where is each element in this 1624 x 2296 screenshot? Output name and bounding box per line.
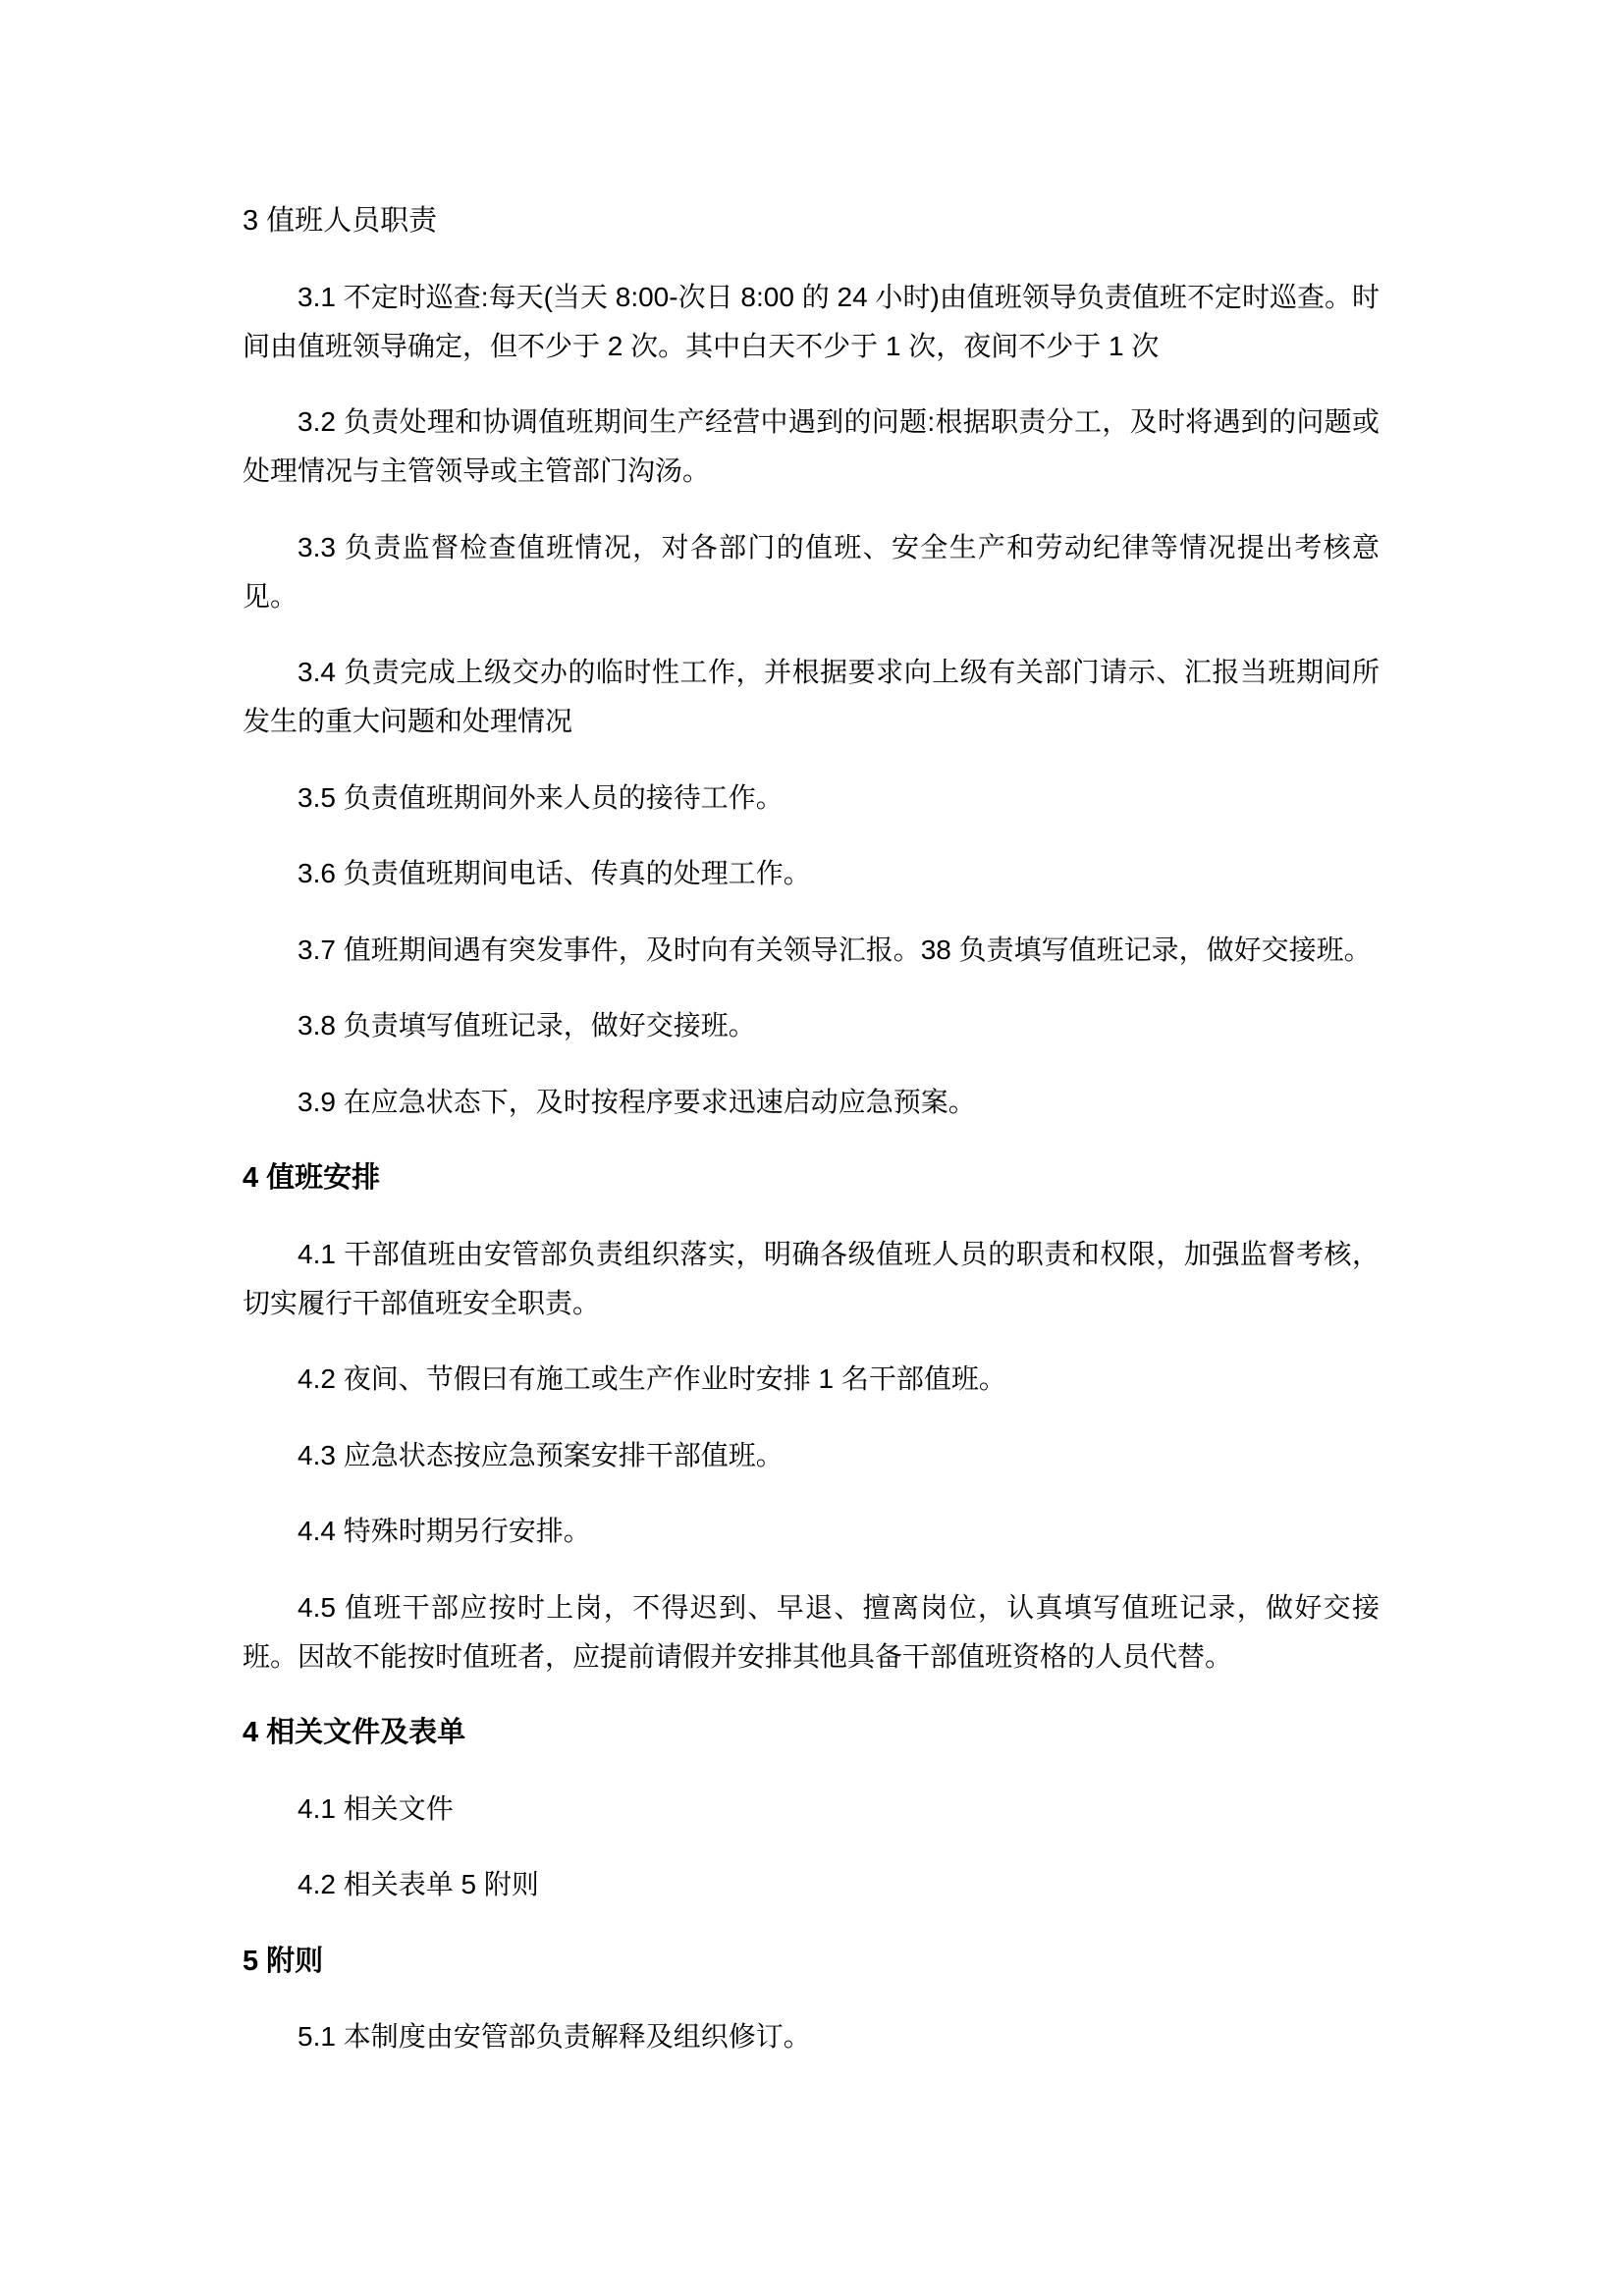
body-paragraph: 3.1 不定时巡查:每天(当天 8:00-次日 8:00 的 24 小时)由值班领导负责值班不定时巡查。时间由值班领导确定，但不少于 2 次。其中白天不少于 1 次，夜间不少于 1 次 bbox=[243, 281, 1380, 361]
body-paragraph: 4.1 相关文件 bbox=[298, 1792, 454, 1824]
document-content bbox=[243, 196, 1380, 2089]
section-heading: 4 值班安排 bbox=[243, 1162, 381, 1194]
body-paragraph: 3.7 值班期间遇有突发事件，及时向有关领导汇报。38 负责填写值班记录，做好交接班。 bbox=[298, 934, 1372, 965]
body-paragraph: 3.2 负责处理和协调值班期间生产经营中遇到的问题:根据职责分工，及时将遇到的问题或处理情况与主管领导或主管部门沟汤。 bbox=[243, 406, 1380, 486]
body-paragraph: 5.1 本制度由安管部负责解释及组织修订。 bbox=[298, 2021, 811, 2052]
body-paragraph: 3.5 负责值班期间外来人员的接待工作。 bbox=[298, 781, 784, 813]
body-paragraph: 4.4 特殊时期另行安排。 bbox=[298, 1516, 591, 1546]
body-paragraph: 4.2 夜间、节假曰有施工或生产作业时安排 1 名干部值班。 bbox=[298, 1363, 1006, 1394]
section-heading: 5 附则 bbox=[243, 1945, 324, 1977]
body-paragraph: 3.3 负责监督检查值班情况，对各部门的值班、安全生产和劳动纪律等情况提出考核意见。 bbox=[243, 531, 1380, 612]
body-paragraph: 3.4 负责完成上级交办的临时性工作，并根据要求向上级有关部门请示、汇报当班期间所发生的重大问题和处理情况 bbox=[243, 657, 1380, 736]
body-paragraph: 3.8 负责填写值班记录，做好交接班。 bbox=[298, 1010, 756, 1041]
section-heading: 4 相关文件及表单 bbox=[243, 1717, 466, 1748]
body-paragraph: 4.3 应急状态按应急预案安排干部值班。 bbox=[298, 1439, 784, 1470]
body-paragraph: 4.2 相关表单 5 附则 bbox=[298, 1869, 539, 1899]
body-paragraph: 3.6 负责值班期间电话、传真的处理工作。 bbox=[298, 858, 811, 888]
body-paragraph: 4.5 值班干部应按时上岗，不得迟到、早退、擅离岗位，认真填写值班记录，做好交接班。因故不能按时值班者，应提前请假并安排其他具备干部值班资格的人员代替。 bbox=[243, 1591, 1380, 1672]
body-paragraph: 4.1 干部值班由安管部负责组织落实，明确各级值班人员的职责和权限，加强监督考核，切实履行干部值班安全职责。 bbox=[243, 1238, 1380, 1318]
body-paragraph: 3.9 在应急状态下，及时按程序要求迅速启动应急预案。 bbox=[298, 1086, 976, 1117]
section-heading: 3 值班人员职责 bbox=[243, 205, 438, 237]
